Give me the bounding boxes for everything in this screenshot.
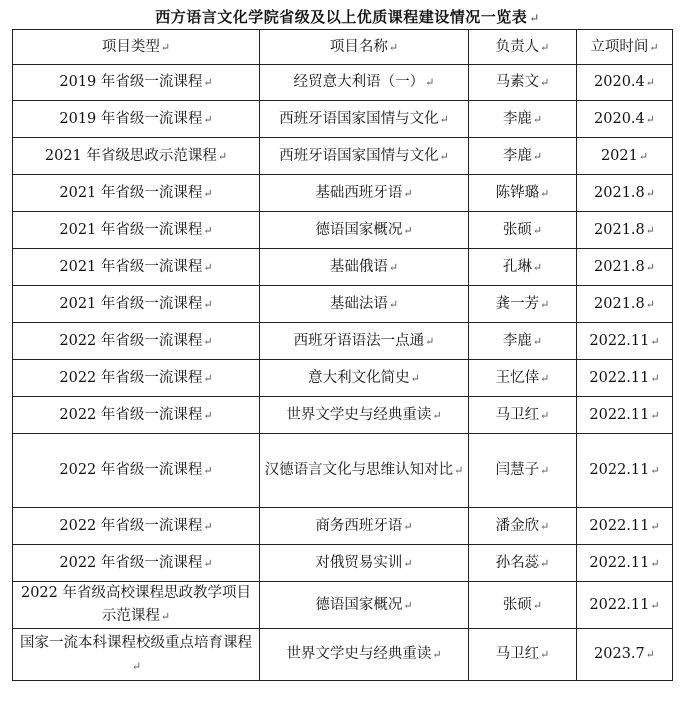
- table-row: [13, 323, 673, 360]
- paragraph-mark-icon: ↵: [540, 186, 550, 200]
- table-row: [13, 65, 673, 101]
- paragraph-mark-icon: ↵: [403, 223, 413, 237]
- paragraph-mark-icon: ↵: [532, 149, 543, 163]
- paragraph-mark-icon: ↵: [532, 334, 543, 348]
- paragraph-mark-icon: ↵: [203, 297, 213, 311]
- paragraph-mark-icon: ↵: [638, 149, 649, 163]
- table-row: [13, 175, 673, 212]
- paragraph-mark-icon: ↵: [432, 648, 442, 661]
- cell-type: 国家一流本科课程校级重点培育课程↵: [13, 629, 260, 681]
- paragraph-mark-icon: ↵: [203, 371, 213, 385]
- cell-date: 2023.7↵: [577, 629, 673, 681]
- paragraph-mark-icon: ↵: [645, 76, 655, 89]
- paragraph-mark-icon: ↵: [645, 297, 655, 311]
- cell-lead: 张硕↵: [469, 212, 577, 249]
- paragraph-mark-icon: ↵: [203, 223, 213, 237]
- table-row: [13, 629, 673, 681]
- cell-type: 2021 年省级一流课程↵: [13, 286, 260, 323]
- paragraph-mark-icon: ↵: [160, 610, 171, 623]
- paragraph-mark-icon: ↵: [532, 260, 543, 274]
- paragraph-mark-icon: ↵: [203, 334, 213, 348]
- paragraph-mark-icon: ↵: [540, 40, 550, 54]
- cell-type: 2022 年省级一流课程↵: [13, 545, 260, 582]
- cell-type: 2022 年省级一流课程↵: [13, 508, 260, 545]
- paragraph-mark-icon: ↵: [203, 112, 213, 126]
- cell-lead: 马卫红↵: [469, 397, 577, 434]
- cell-lead: 孔琳↵: [469, 249, 577, 286]
- header-project-name: 项目名称↵: [260, 30, 469, 65]
- cell-lead: 马卫红↵: [469, 629, 577, 681]
- paragraph-mark-icon: ↵: [650, 519, 660, 533]
- paragraph-mark-icon: ↵: [203, 519, 213, 533]
- paragraph-mark-icon: ↵: [645, 223, 655, 237]
- paragraph-mark-icon: ↵: [645, 260, 655, 274]
- cell-type: 2021 年省级思政示范课程↵: [13, 138, 260, 175]
- cell-type: 2019 年省级一流课程↵: [13, 65, 260, 101]
- table-row: [13, 434, 673, 508]
- cell-name: 经贸意大利语（一）↵: [260, 65, 469, 101]
- cell-lead: 马素文↵: [469, 65, 577, 101]
- paragraph-mark-icon: ↵: [454, 464, 464, 477]
- cell-lead: 李鹿↵: [469, 138, 577, 175]
- paragraph-mark-icon: ↵: [203, 464, 213, 477]
- cell-date: 2021.8↵: [577, 286, 673, 323]
- cell-date: 2020.4↵: [577, 101, 673, 138]
- paragraph-mark-icon: ↵: [388, 297, 399, 311]
- paragraph-mark-icon: ↵: [650, 464, 660, 477]
- paragraph-mark-icon: ↵: [645, 112, 655, 126]
- cell-date: 2022.11↵: [577, 397, 673, 434]
- course-table: [12, 29, 673, 681]
- paragraph-mark-icon: ↵: [203, 186, 213, 200]
- cell-name: 基础俄语↵: [260, 249, 469, 286]
- header-lead: 负责人↵: [469, 30, 577, 65]
- cell-date: 2021.8↵: [577, 249, 673, 286]
- paragraph-mark-icon: ↵: [540, 519, 550, 533]
- cell-type: 2022 年省级一流课程↵: [13, 360, 260, 397]
- paragraph-mark-icon: ↵: [439, 112, 449, 126]
- paragraph-mark-icon: ↵: [425, 76, 435, 89]
- paragraph-mark-icon: ↵: [532, 112, 543, 126]
- cell-name: 西班牙语国家国情与文化↵: [260, 101, 469, 138]
- table-row: [13, 212, 673, 249]
- table-row: [13, 545, 673, 582]
- cell-name: 西班牙语国家国情与文化↵: [260, 138, 469, 175]
- paragraph-mark-icon: ↵: [649, 40, 659, 54]
- cell-date: 2022.11↵: [577, 323, 673, 360]
- paragraph-mark-icon: ↵: [131, 659, 142, 673]
- paragraph-mark-icon: ↵: [403, 556, 413, 570]
- paragraph-mark-icon: ↵: [540, 297, 550, 311]
- paragraph-mark-icon: ↵: [540, 371, 550, 385]
- cell-date: 2021.8↵: [577, 212, 673, 249]
- cell-name: 西班牙语语法一点通↵: [260, 323, 469, 360]
- paragraph-mark-icon: ↵: [532, 598, 543, 612]
- paragraph-mark-icon: ↵: [203, 556, 213, 570]
- cell-name: 世界文学史与经典重读↵: [260, 397, 469, 434]
- cell-name: 基础法语↵: [260, 286, 469, 323]
- paragraph-mark-icon: ↵: [650, 598, 660, 612]
- paragraph-mark-icon: ↵: [645, 648, 655, 661]
- cell-name: 德语国家概况↵: [260, 582, 469, 629]
- cell-name: 德语国家概况↵: [260, 212, 469, 249]
- table-row: [13, 360, 673, 397]
- paragraph-mark-icon: ↵: [160, 40, 171, 54]
- cell-name: 基础西班牙语↵: [260, 175, 469, 212]
- cell-lead: 王忆倖↵: [469, 360, 577, 397]
- paragraph-mark-icon: ↵: [203, 408, 213, 422]
- table-row: [13, 397, 673, 434]
- cell-name: 商务西班牙语↵: [260, 508, 469, 545]
- paragraph-mark-icon: ↵: [650, 556, 660, 570]
- cell-date: 2022.11↵: [577, 545, 673, 582]
- paragraph-mark-icon: ↵: [203, 76, 213, 89]
- table-row: [13, 101, 673, 138]
- title-text: 西方语言文化学院省级及以上优质课程建设情况一览表: [155, 8, 528, 26]
- paragraph-mark-icon: ↵: [650, 371, 660, 385]
- header-date: 立项时间↵: [577, 30, 673, 65]
- cell-lead: 潘金欣↵: [469, 508, 577, 545]
- cell-lead: 闫慧子↵: [469, 434, 577, 508]
- page-title: [0, 6, 695, 27]
- paragraph-mark-icon: ↵: [388, 40, 399, 54]
- cell-lead: 陈铧璐↵: [469, 175, 577, 212]
- paragraph-mark-icon: ↵: [540, 648, 550, 661]
- table-header-row: [13, 30, 673, 65]
- paragraph-mark-icon: ↵: [203, 260, 213, 274]
- paragraph-mark-icon: ↵: [432, 408, 442, 422]
- cell-date: 2022.11↵: [577, 582, 673, 629]
- cell-name: 世界文学史与经典重读↵: [260, 629, 469, 681]
- paragraph-mark-icon: ↵: [425, 334, 435, 348]
- cell-name: 意大利文化简史↵: [260, 360, 469, 397]
- table-row: [13, 249, 673, 286]
- cell-date: 2022.11↵: [577, 434, 673, 508]
- cell-lead: 李鹿↵: [469, 101, 577, 138]
- cell-type: 2021 年省级一流课程↵: [13, 249, 260, 286]
- cell-type: 2022 年省级一流课程↵: [13, 397, 260, 434]
- table-row: [13, 138, 673, 175]
- cell-name: 汉德语言文化与思维认知对比↵: [260, 434, 469, 508]
- table-body: [13, 65, 673, 681]
- paragraph-mark-icon: ↵: [540, 408, 550, 422]
- cell-type: 2021 年省级一流课程↵: [13, 175, 260, 212]
- cell-lead: 龚一芳↵: [469, 286, 577, 323]
- paragraph-mark-icon: ↵: [645, 186, 655, 200]
- cell-type: 2022 年省级高校课程思政教学项目示范课程↵: [13, 582, 260, 629]
- table-row: [13, 286, 673, 323]
- paragraph-mark-icon: ↵: [403, 186, 413, 200]
- paragraph-mark-icon: ↵: [403, 519, 413, 533]
- cell-date: 2021↵: [577, 138, 673, 175]
- cell-name: 对俄贸易实训↵: [260, 545, 469, 582]
- paragraph-mark-icon: ↵: [540, 556, 550, 570]
- paragraph-mark-icon: ↵: [540, 464, 550, 477]
- table-row: [13, 508, 673, 545]
- cell-lead: 张硕↵: [469, 582, 577, 629]
- paragraph-mark-icon: ↵: [388, 260, 399, 274]
- paragraph-mark-icon: ↵: [217, 149, 228, 163]
- cell-type: 2022 年省级一流课程↵: [13, 434, 260, 508]
- paragraph-mark-icon: ↵: [650, 408, 660, 422]
- paragraph-mark-icon: ↵: [439, 149, 449, 163]
- cell-type: 2022 年省级一流课程↵: [13, 323, 260, 360]
- paragraph-mark-icon: ↵: [532, 223, 543, 237]
- paragraph-mark-icon: ↵: [403, 598, 413, 612]
- header-project-type: 项目类型↵: [13, 30, 260, 65]
- cell-type: 2019 年省级一流课程↵: [13, 101, 260, 138]
- cell-date: 2022.11↵: [577, 360, 673, 397]
- paragraph-mark-icon: ↵: [540, 76, 550, 89]
- cell-lead: 李鹿↵: [469, 323, 577, 360]
- cell-type: 2021 年省级一流课程↵: [13, 212, 260, 249]
- paragraph-mark-icon: ↵: [529, 11, 540, 25]
- cell-date: 2020.4↵: [577, 65, 673, 101]
- paragraph-mark-icon: ↵: [650, 334, 660, 348]
- table-row: [13, 582, 673, 629]
- cell-lead: 孙名蕊↵: [469, 545, 577, 582]
- cell-date: 2021.8↵: [577, 175, 673, 212]
- paragraph-mark-icon: ↵: [410, 371, 420, 385]
- cell-date: 2022.11↵: [577, 508, 673, 545]
